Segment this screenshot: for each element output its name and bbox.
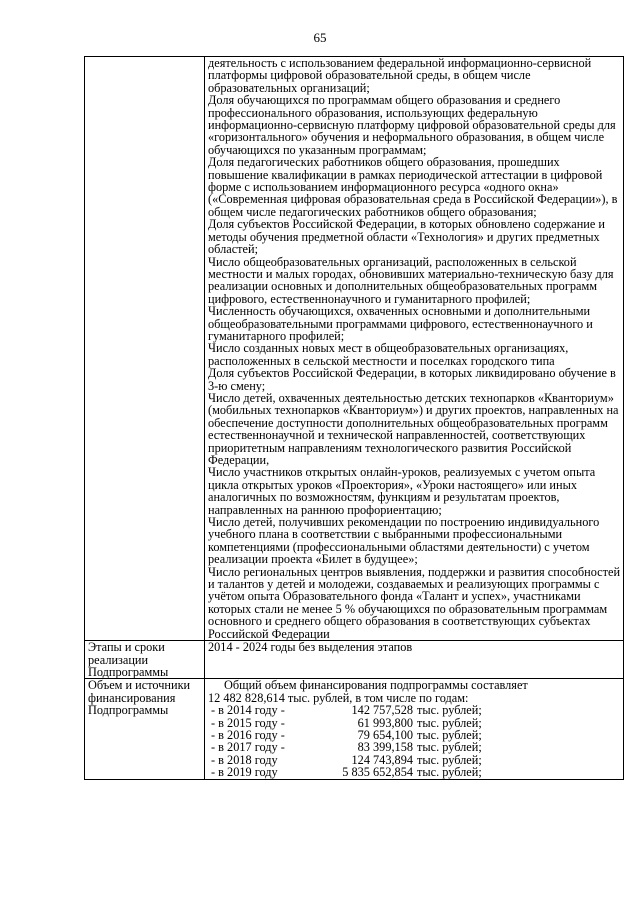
financing-year: - в 2016 году -	[211, 727, 285, 742]
financing-unit: тыс. рублей;	[417, 703, 482, 718]
financing-unit: тыс. рублей;	[417, 740, 482, 755]
financing-year-row	[208, 766, 621, 778]
financing-year: - в 2017 году -	[211, 740, 285, 755]
indicator-paragraph: Число детей, получивших рекомендации по построению индивидуального учебного плана в соответствии с выбранными профессиональными компетенциями (профессиональными областями деятельности) с учетом реализации проекта «Билет в будущее»;	[208, 515, 600, 567]
indicators-value-cell	[205, 57, 624, 641]
financing-unit: тыс. рублей;	[417, 752, 482, 767]
financing-unit: тыс. рублей;	[417, 765, 482, 780]
indicator-paragraph: Доля субъектов Российской Федерации, в которых обновлено содержание и методы обучения предметной области «Технология» и других предметных областей;	[208, 217, 605, 257]
financing-intro: Общий объем финансирования подпрограммы составляет	[224, 678, 528, 693]
financing-total: 12 482 828,614 тыс. рублей, в том числе по годам:	[208, 690, 469, 705]
financing-unit: тыс. рублей;	[417, 715, 482, 730]
stages-value-cell: 2014 - 2024 годы без выделения этапов	[205, 641, 624, 679]
financing-amount: 124 743,894	[351, 752, 413, 767]
financing-year-row	[208, 741, 621, 753]
financing-label-cell	[85, 679, 205, 779]
stages-label-cell	[85, 641, 205, 679]
stages-label-line: реализации	[88, 652, 149, 667]
financing-year: - в 2015 году -	[211, 715, 285, 730]
financing-amount: 142 757,528	[351, 703, 413, 718]
indicator-paragraph: Число общеобразовательных организаций, расположенных в сельской местности и малых городах, обновивших материально-техническую базу для реализации основных и дополнительных общеобразовательных программ цифрового, естественнонаучного и гуманитарного профилей;	[208, 254, 614, 306]
financing-unit: тыс. рублей;	[417, 727, 482, 742]
financing-year: - в 2014 году -	[211, 703, 285, 718]
financing-year: - в 2018 году	[211, 752, 278, 767]
financing-amount: 5 835 652,854	[342, 765, 413, 780]
indicator-paragraph: Число участников открытых онлайн-уроков, реализуемых с учетом опыта цикла открытых уроков «Проектория», «Уроки настоящего» или иных аналогичных по возможностям, функциям и результатам проектов, направленных на раннюю профориентацию;	[208, 465, 596, 517]
financing-amount: 83 399,158	[357, 740, 413, 755]
financing-amount: 61 993,800	[357, 715, 413, 730]
financing-label-line: Объем и источники	[88, 678, 191, 693]
stages-label-line: Этапы и сроки	[88, 640, 165, 655]
table-row-stages	[85, 641, 624, 679]
financing-year: - в 2019 году	[211, 765, 278, 780]
financing-label-line: финансирования	[88, 690, 176, 705]
indicator-paragraph: Доля субъектов Российской Федерации, в которых ликвидировано обучение в 3-ю смену;	[208, 366, 616, 393]
indicator-paragraph: Численность обучающихся, охваченных основными и дополнительными общеобразовательными программами цифрового, естественнонаучного и гуманитарного профилей;	[208, 304, 593, 343]
table-row-financing	[85, 679, 624, 779]
table-row-indicators	[85, 57, 624, 641]
financing-label-line: Подпрограммы	[88, 703, 169, 718]
subprogram-passport-table	[84, 56, 624, 780]
indicator-paragraph: Число региональных центров выявления, поддержки и развития способностей и талантов у детей и молодежи, создаваемых и реализующих программы с учётом опыта Образовательного фонда «Талант и успех», участниками которых стали не менее 5 % обучающихся по образовательным программам основного и среднего общего образования в соответствующих субъектах Российской Федерации	[208, 564, 621, 641]
page-number: 65	[313, 30, 327, 45]
financing-amount: 79 654,100	[357, 727, 413, 742]
indicators-label-cell	[85, 57, 205, 641]
stages-label-line: Подпрограммы	[88, 664, 169, 679]
indicator-paragraph: Число детей, охваченных деятельностью детских технопарков «Кванториум» (мобильных технопарков «Кванториум») и других проектов, направленных на обеспечение доступности дополнительных общеобразовательных программ естественнонаучной и технической направленностей, соответствующих приоритетным направлениям технологического развития Российской Федерации,	[208, 390, 619, 467]
indicator-paragraph: Доля обучающихся по программам общего образования и среднего профессионального образования, использующих федеральную информационно-сервисную платформу цифровой образовательной среды для «горизонтального» обучения и неформального образования, в общем числе обучающихся по указанным программам;	[208, 93, 616, 157]
financing-value-cell	[205, 679, 624, 779]
indicator-paragraph: деятельность с использованием федеральной информационно-сервисной платформы цифровой образовательной среды, в общем числе образовательных организаций;	[208, 56, 592, 95]
indicator-paragraph: Доля педагогических работников общего образования, прошедших повышение квалификации в рамках периодической аттестации в цифровой форме с использованием информационного ресурса «одного окна» («Современная цифровая образовательная среда в Российской Федерации»), в общем числе педагогических работников общего образования;	[208, 155, 618, 219]
financing-year-row	[208, 704, 621, 716]
indicator-paragraph: Число созданных новых мест в общеобразовательных организациях, расположенных в сельской местности и поселках городского типа	[208, 341, 569, 368]
